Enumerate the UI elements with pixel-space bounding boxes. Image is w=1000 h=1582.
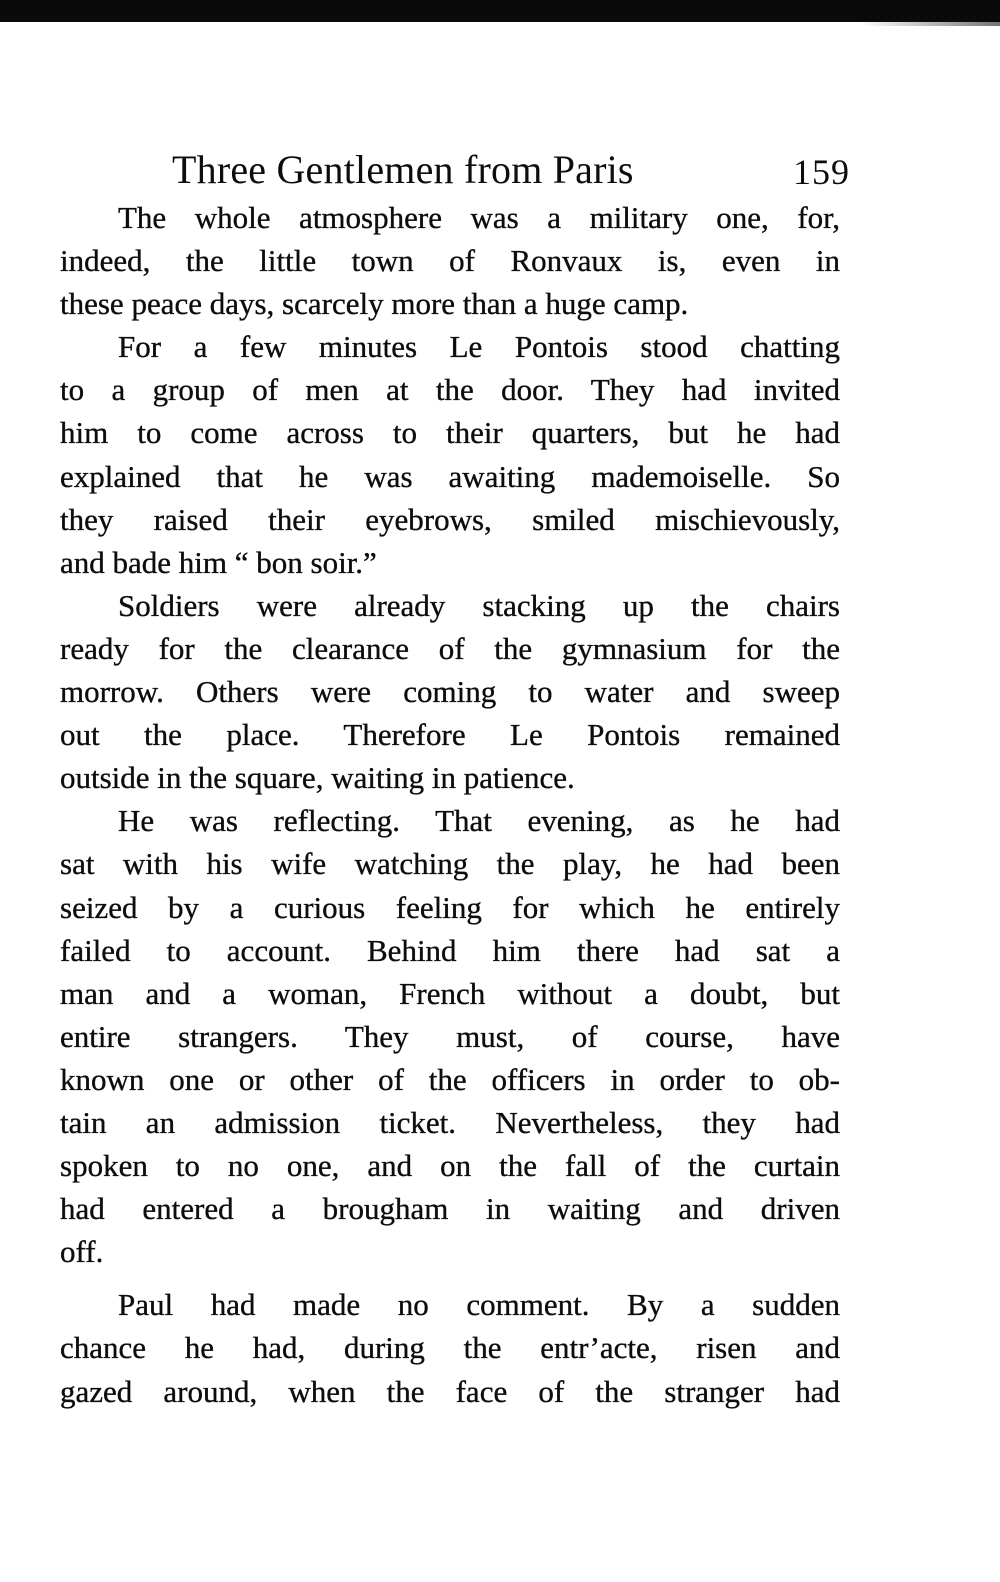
text-line: known one or other of the officers in order to ob- [60, 1061, 840, 1097]
text-line: explained that he was awaiting mademoiselle. So [60, 458, 840, 494]
running-header [172, 140, 852, 200]
top-border-rule [0, 0, 1000, 22]
text-line: they raised their eyebrows, smiled mischievously, [60, 501, 840, 537]
paragraph-4 [60, 799, 840, 1273]
text-line: entire strangers. They must, of course, have [60, 1018, 840, 1054]
running-title: Three Gentlemen from Paris [172, 147, 634, 192]
text-line: tain an admission ticket. Nevertheless, they had [60, 1104, 840, 1140]
text-line: out the place. Therefore Le Pontois remained [60, 717, 840, 753]
text-line: morrow. Others were coming to water and sweep [60, 674, 840, 710]
text-line: off. [60, 1234, 104, 1270]
text-line: The whole atmosphere was a military one, for, [118, 200, 840, 235]
paragraph-5 [60, 1283, 840, 1412]
text-line: and bade him “ bon soir.” [60, 544, 377, 580]
text-line: Paul had made no comment. By a sudden [118, 1287, 840, 1323]
text-line: to a group of men at the door. They had invited [60, 372, 840, 408]
text-line: these peace days, scarcely more than a huge camp. [60, 286, 689, 322]
text-line: him to come across to their quarters, but he had [60, 415, 840, 451]
text-line: For a few minutes Le Pontois stood chatting [118, 329, 840, 365]
text-line: outside in the square, waiting in patience. [60, 760, 575, 796]
paragraph-gap [60, 1273, 840, 1283]
text-line: had entered a brougham in waiting and driven [60, 1191, 840, 1227]
text-line: failed to account. Behind him there had sat a [60, 932, 840, 968]
paragraph-1 [60, 196, 840, 325]
text-line: gazed around, when the face of the stranger had [60, 1373, 840, 1409]
body-text [60, 196, 840, 1413]
text-line: seized by a curious feeling for which he entirely [60, 889, 840, 925]
text-line: man and a woman, French without a doubt, but [60, 975, 840, 1011]
paragraph-2 [60, 325, 840, 584]
text-line: indeed, the little town of Ronvaux is, even in [60, 243, 840, 279]
text-line: Soldiers were already stacking up the chairs [118, 587, 840, 623]
text-line: chance he had, during the entr’acte, risen and [60, 1330, 840, 1366]
text-line: ready for the clearance of the gymnasium for the [60, 630, 840, 666]
text-line: sat with his wife watching the play, he had been [60, 846, 840, 882]
text-line: He was reflecting. That evening, as he had [118, 803, 840, 839]
page-number: 159 [793, 152, 850, 192]
paragraph-3 [60, 584, 840, 799]
text-line: spoken to no one, and on the fall of the curtain [60, 1148, 840, 1184]
